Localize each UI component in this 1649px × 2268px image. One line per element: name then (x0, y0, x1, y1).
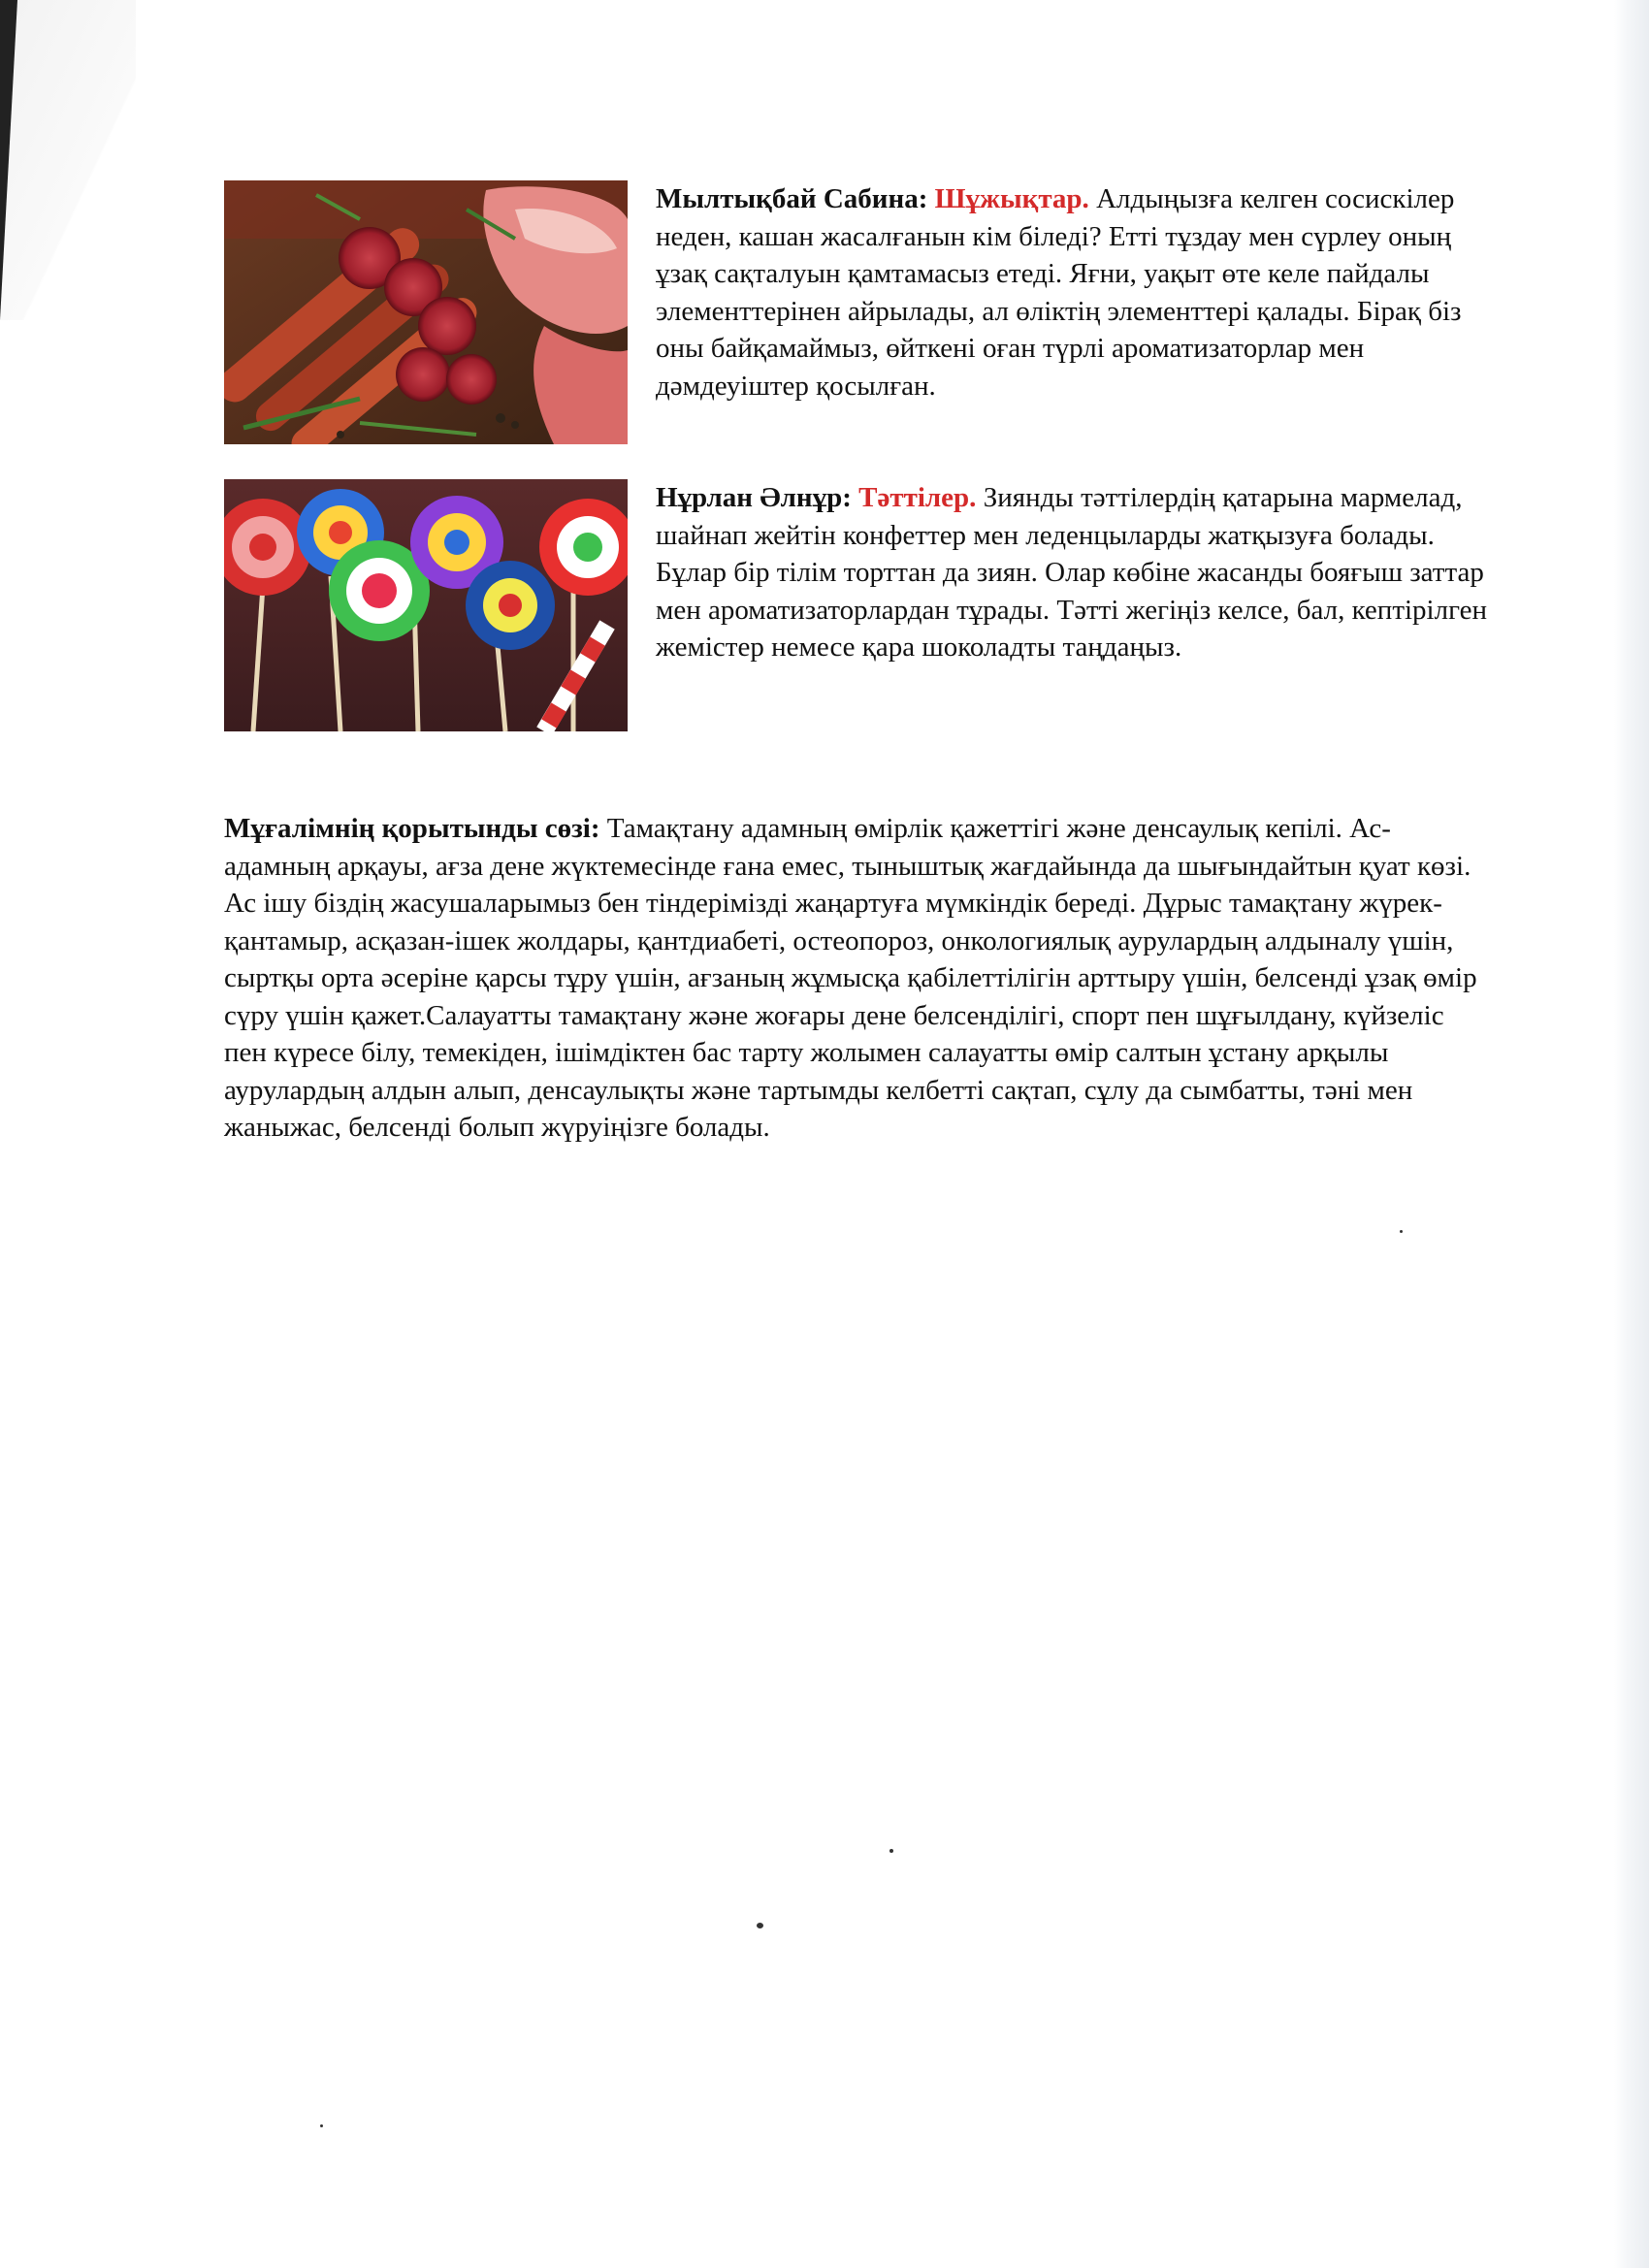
entry-topic: Шұжықтар. (934, 183, 1089, 214)
student-name: Мылтықбай Сабина: (656, 183, 928, 214)
sweets-photo (224, 479, 628, 743)
entry-text (656, 180, 1509, 405)
entry-topic: Тәттілер. (858, 482, 977, 513)
scan-corner-shadow (0, 0, 17, 320)
lollipops-illustration (224, 479, 628, 731)
entry-body: Зиянды тәттілердің қатарына мармелад, шайнап жейтін конфеттер мен леденцыларды жатқызуға болады. Бұлар бір тілім торттан да зиян. Олар көбіне жасанды бояғыш заттар мен ароматизаторлардан тұрады. Тәтті жегіңіз келсе, бал, кептірілген жемістер немесе қара шоколадты таңдаңыз. (656, 482, 1487, 663)
teacher-summary (224, 810, 1485, 1147)
scan-speck (889, 1849, 893, 1853)
sausages-photo (224, 180, 628, 444)
scan-speck (320, 2124, 323, 2127)
scan-corner-fold (0, 0, 136, 320)
entry-text (656, 479, 1509, 666)
scan-right-edge (1614, 0, 1649, 2268)
student-name: Нұрлан Әлнұр: (656, 482, 852, 513)
scan-speck (757, 1923, 763, 1928)
sausages-illustration (224, 180, 628, 444)
summary-label: Мұғалімнің қорытынды сөзі: (224, 813, 600, 844)
scan-speck (1400, 1230, 1403, 1233)
summary-body: Тамақтану адамның өмірлік қажеттігі және денсаулық кепілі. Ас-адамның арқауы, ағза дене жүктемесінде ғана емес, тыныштық жағдайында да шығындайтын қуат көзі. Ас ішу біздің жасушаларымыз бен тіндерімізді жаңартуға мүмкіндік береді. Дұрыс тамақтану жүрек-қантамыр, асқазан-ішек жолдары, қантдиабеті, остеопороз, онкологиялық аурулардың алдыналу үшін, сыртқы орта әсеріне қарсы тұру үшін, ағзаның жұмысқа қабілеттілігін арттыру үшін, белсенді ұзақ өмір сүру үшін қажет.Салауатты тамақтану және жоғары дене белсенділігі, спорт пен шұғылдану, күйзеліс пен күресе білу, темекіден, ішімдіктен бас тарту жолымен салауатты өмір салтын ұстану арқылы аурулардың алдын алып, денсаулықты және тартымды келбетті сақтап, сұлу да сымбатты, тәні мен жаныжас, белсенді болып жүруіңізге болады. (224, 813, 1477, 1143)
entry-body: Алдыңызға келген сосискілер неден, кашан жасалғанын кім біледі? Етті тұздау мен сүрлеу оның ұзақ сақталуын қамтамасыз етеді. Яғни, уақыт өте келе пайдалы элементтерінен айрылады, ал өліктің элементтері қалады. Бірақ біз оны байқамаймыз, өйткені оған түрлі ароматизаторлар мен дәмдеуіштер қосылған. (656, 183, 1462, 402)
